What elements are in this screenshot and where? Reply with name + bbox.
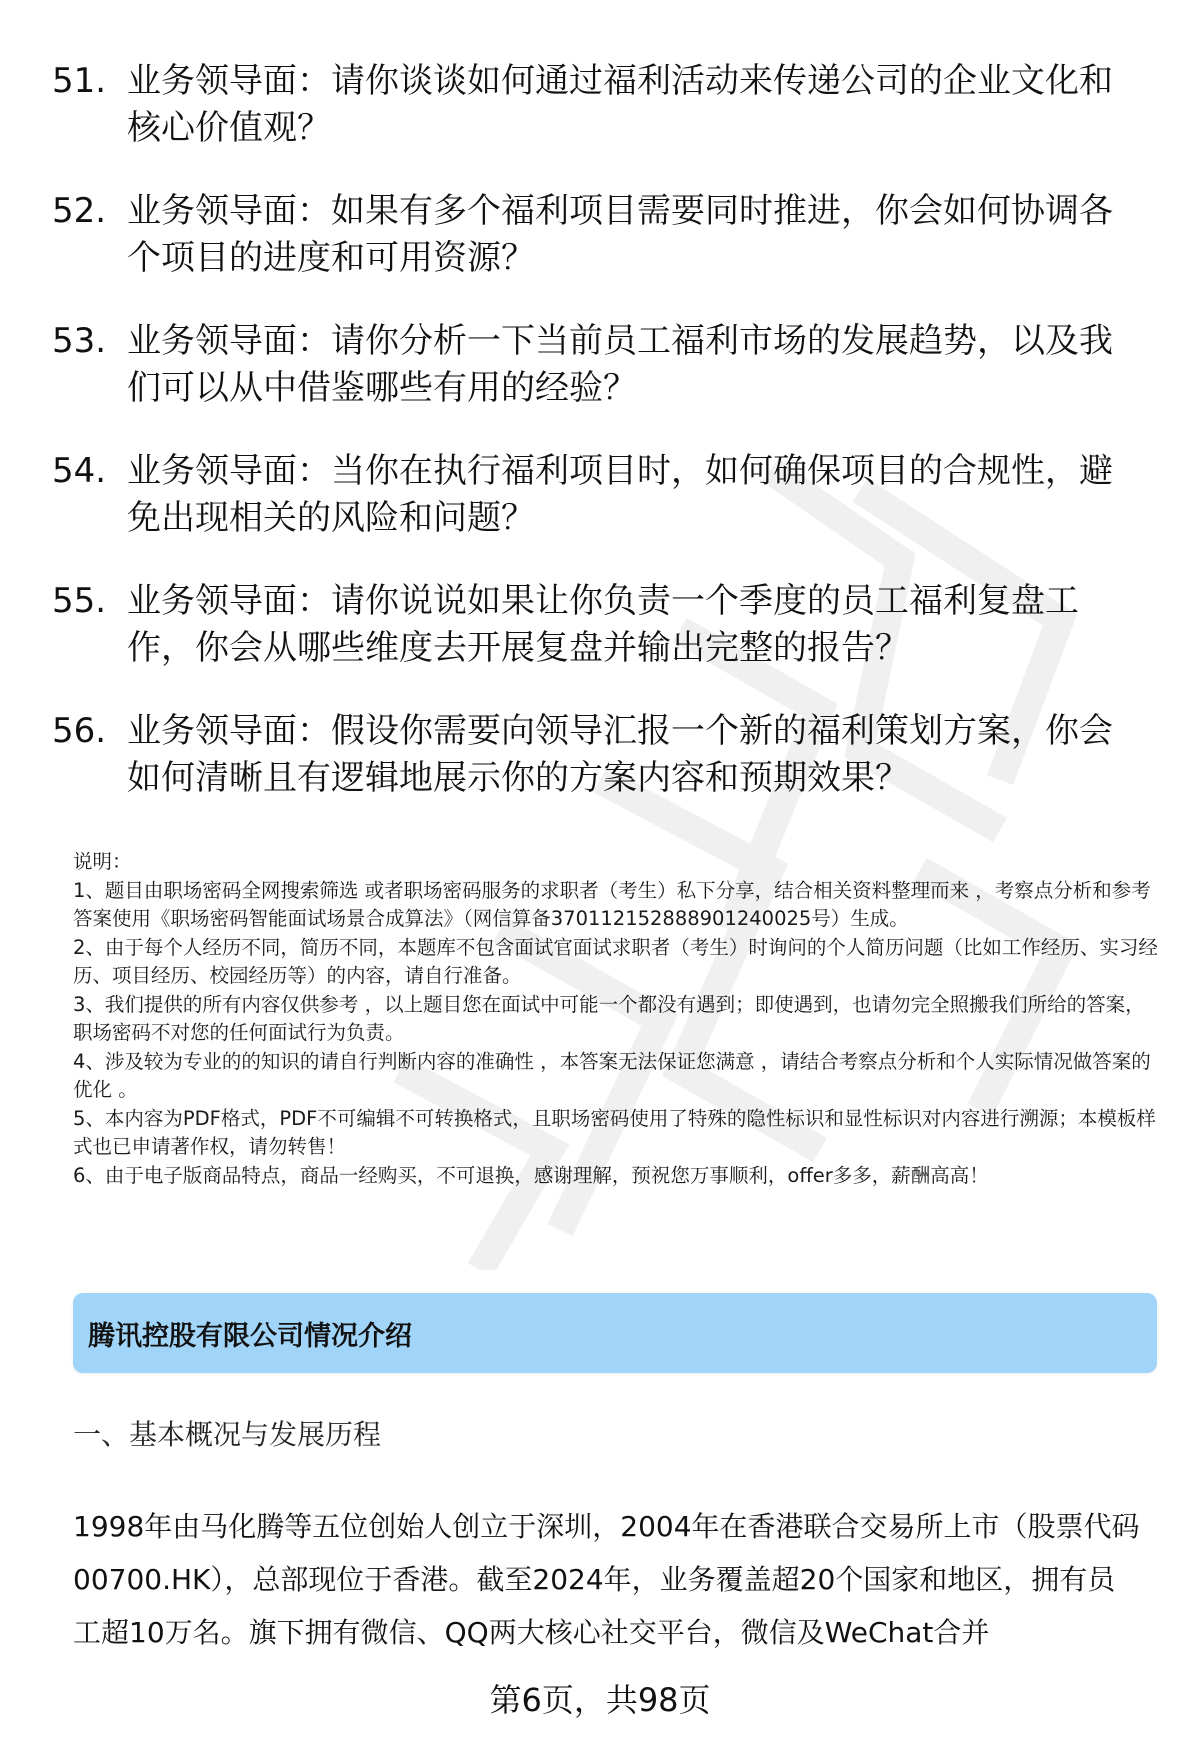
note-item: 5、本内容为PDF格式，PDF不可编辑不可转换格式，且职场密码使用了特殊的隐性标识和显性标识对内容进行溯源；本模板样式也已申请著作权，请勿转售！: [73, 1106, 1156, 1158]
question-text: 业务领导面：请你分析一下当前员工福利市场的发展趋势，以及我们可以从中借鉴哪些有用的经验？: [127, 321, 1113, 408]
question-item: [52, 188, 1152, 282]
question-text: 业务领导面：请你谈谈如何通过福利活动来传递公司的企业文化和核心价值观？: [127, 61, 1113, 148]
question-text: 业务领导面：当你在执行福利项目时，如何确保项目的合规性，避免出现相关的风险和问题？: [127, 451, 1113, 538]
note-item: 1、题目由职场密码全网搜索筛选 或者职场密码服务的求职者（考生）私下分享，结合相关资料整理而来 ，考察点分析和参考答案使用《职场密码智能面试场景合成算法》（网信算备370112152888901240025号）生成。: [73, 878, 1151, 930]
company-intro-banner: [73, 1293, 1157, 1373]
notes-heading: 说明：: [73, 850, 132, 873]
note-item: 4、涉及较为专业的的知识的请自行判断内容的准确性 ，本答案无法保证您满意 ，请结合考察点分析和个人实际情况做答案的优化 。: [73, 1049, 1151, 1101]
note-item: 6、由于电子版商品特点，商品一经购买，不可退换，感谢理解，预祝您万事顺利，offer多多，薪酬高高！: [73, 1163, 989, 1187]
note-item: 2、由于每个人经历不同，简历不同，本题库不包含面试官面试求职者（考生）时询问的个人简历问题（比如工作经历、实习经历、项目经历、校园经历等）的内容，请自行准备。: [73, 935, 1158, 987]
page-footer: 第6页，共98页: [489, 1681, 711, 1719]
question-number: 53.: [52, 321, 107, 361]
question-number: 51.: [52, 61, 107, 101]
section-body: [73, 1500, 1143, 1659]
question-number: 54.: [52, 451, 107, 491]
question-number: 52.: [52, 191, 107, 231]
notes-section: [73, 848, 1163, 1190]
question-item: [52, 58, 1152, 152]
question-item: [52, 318, 1152, 412]
section-heading: 一、基本概况与发展历程: [73, 1418, 382, 1451]
question-text: 业务领导面：请你说说如果让你负责一个季度的员工福利复盘工作，你会从哪些维度去开展复盘并输出完整的报告？: [127, 581, 1079, 668]
question-text: 业务领导面：假设你需要向领导汇报一个新的福利策划方案，你会如何清晰且有逻辑地展示你的方案内容和预期效果？: [127, 711, 1113, 798]
note-item: 3、我们提供的所有内容仅供参考 ，以上题目您在面试中可能一个都没有遇到；即使遇到，也请勿完全照搬我们所给的答案，职场密码不对您的任何面试行为负责。: [73, 992, 1145, 1044]
question-item: [52, 708, 1152, 802]
question-item: [52, 448, 1152, 542]
question-item: [52, 578, 1152, 672]
question-text: 业务领导面：如果有多个福利项目需要同时推进，你会如何协调各个项目的进度和可用资源？: [127, 191, 1113, 278]
body-paragraph: 1998年由马化腾等五位创始人创立于深圳，2004年在香港联合交易所上市（股票代码00700.HK），总部现位于香港。截至2024年，业务覆盖超20个国家和地区，拥有员工超10万名。旗下拥有微信、QQ两大核心社交平台，微信及WeChat合并: [73, 1510, 1140, 1649]
question-number: 55.: [52, 581, 107, 621]
question-list: [52, 58, 1152, 838]
banner-title: 腾讯控股有限公司情况介绍: [88, 1320, 412, 1352]
question-number: 56.: [52, 711, 107, 751]
